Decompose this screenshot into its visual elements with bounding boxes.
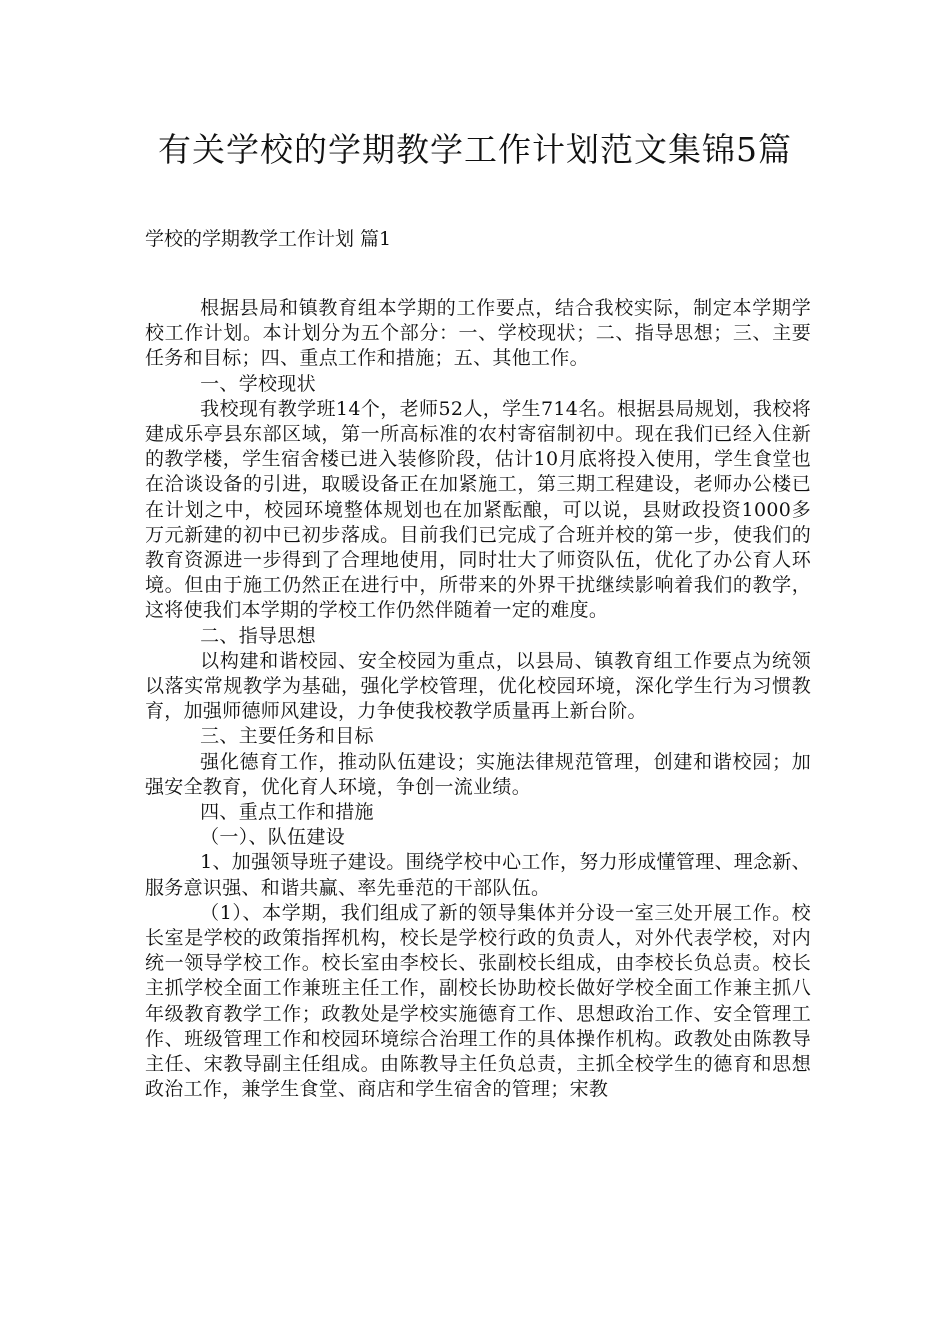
heading-school-status: 一、学校现状: [200, 372, 316, 395]
heading-tasks-goals: 三、主要任务和目标: [200, 725, 374, 748]
heading-key-work: 四、重点工作和措施: [200, 801, 374, 824]
paragraph-intro: 根据县局和镇教育组本学期的工作要点，结合我校实际，制定本学期学校工作计划。本计划分为五个部分：一、学校现状；二、指导思想；三、主要任务和目标；四、重点工作和措施；五、其他工作。: [145, 297, 811, 370]
paragraph-tasks-goals: 强化德育工作，推动队伍建设；实施法律规范管理，创建和谐校园；加强安全教育，优化育人环境，争创一流业绩。: [145, 750, 811, 798]
paragraph-guiding-ideology: 以构建和谐校园、安全校园为重点，以县局、镇教育组工作要点为统领以落实常规教学为基础，强化学校管理，优化校园环境，深化学生行为习惯教育，加强师德师风建设，力争使我校教学质量再上新台阶。: [145, 649, 811, 723]
heading-team-building: （一）、队伍建设: [200, 826, 345, 849]
section-heading: 学校的学期教学工作计划 篇1: [145, 228, 392, 250]
paragraph-school-status: 我校现有教学班14个，老师52人，学生714名。根据县局规划，我校将建成乐亭县东部区域，第一所高标准的农村寄宿制初中。现在我们已经入住新的教学楼，学生宿舍楼已进入装修阶段，估计10月底将投入使用，学生食堂也在洽谈设备的引进，取暖设备正在加紧施工，第三期工程建设，老师办公楼已在计划之中，校园环境整体规划也在加紧酝酿，可以说，县财政投资1000多万元新建的初中已初步落成。目前我们已完成了合班并校的第一步，使我们的教育资源进一步得到了合理地使用，同时壮大了师资队伍，优化了办公育人环境。但由于施工仍然正在进行中，所带来的外界干扰继续影响着我们的教学，这将使我们本学期的学校工作仍然伴随着一定的难度。: [145, 397, 811, 622]
paragraph-organization: （1）、本学期，我们组成了新的领导集体并分设一室三处开展工作。校长室是学校的政策指挥机构，校长是学校行政的负责人，对外代表学校，对内统一领导学校工作。校长室由李校长、张副校长组成，由李校长负总责。校长主抓学校全面工作兼班主任工作，副校长协助校长做好学校全面工作兼主抓八年级教育教学工作；政教处是学校实施德育工作、思想政治工作、安全管理工作、班级管理工作和校园环境综合治理工作的具体操作机构。政教处由陈教导主任、宋教导副主任组成。由陈教导主任负总责，主抓全校学生的德育和思想政治工作，兼学生食堂、商店和学生宿舍的管理；宋教: [145, 901, 811, 1101]
paragraph-leadership: 1、加强领导班子建设。围绕学校中心工作，努力形成懂管理、理念新、服务意识强、和谐共赢、率先垂范的干部队伍。: [145, 851, 811, 899]
document-body: [145, 296, 811, 1103]
heading-guiding-ideology: 二、指导思想: [200, 624, 316, 647]
document-title: 有关学校的学期教学工作计划范文集锦5篇: [158, 130, 792, 169]
